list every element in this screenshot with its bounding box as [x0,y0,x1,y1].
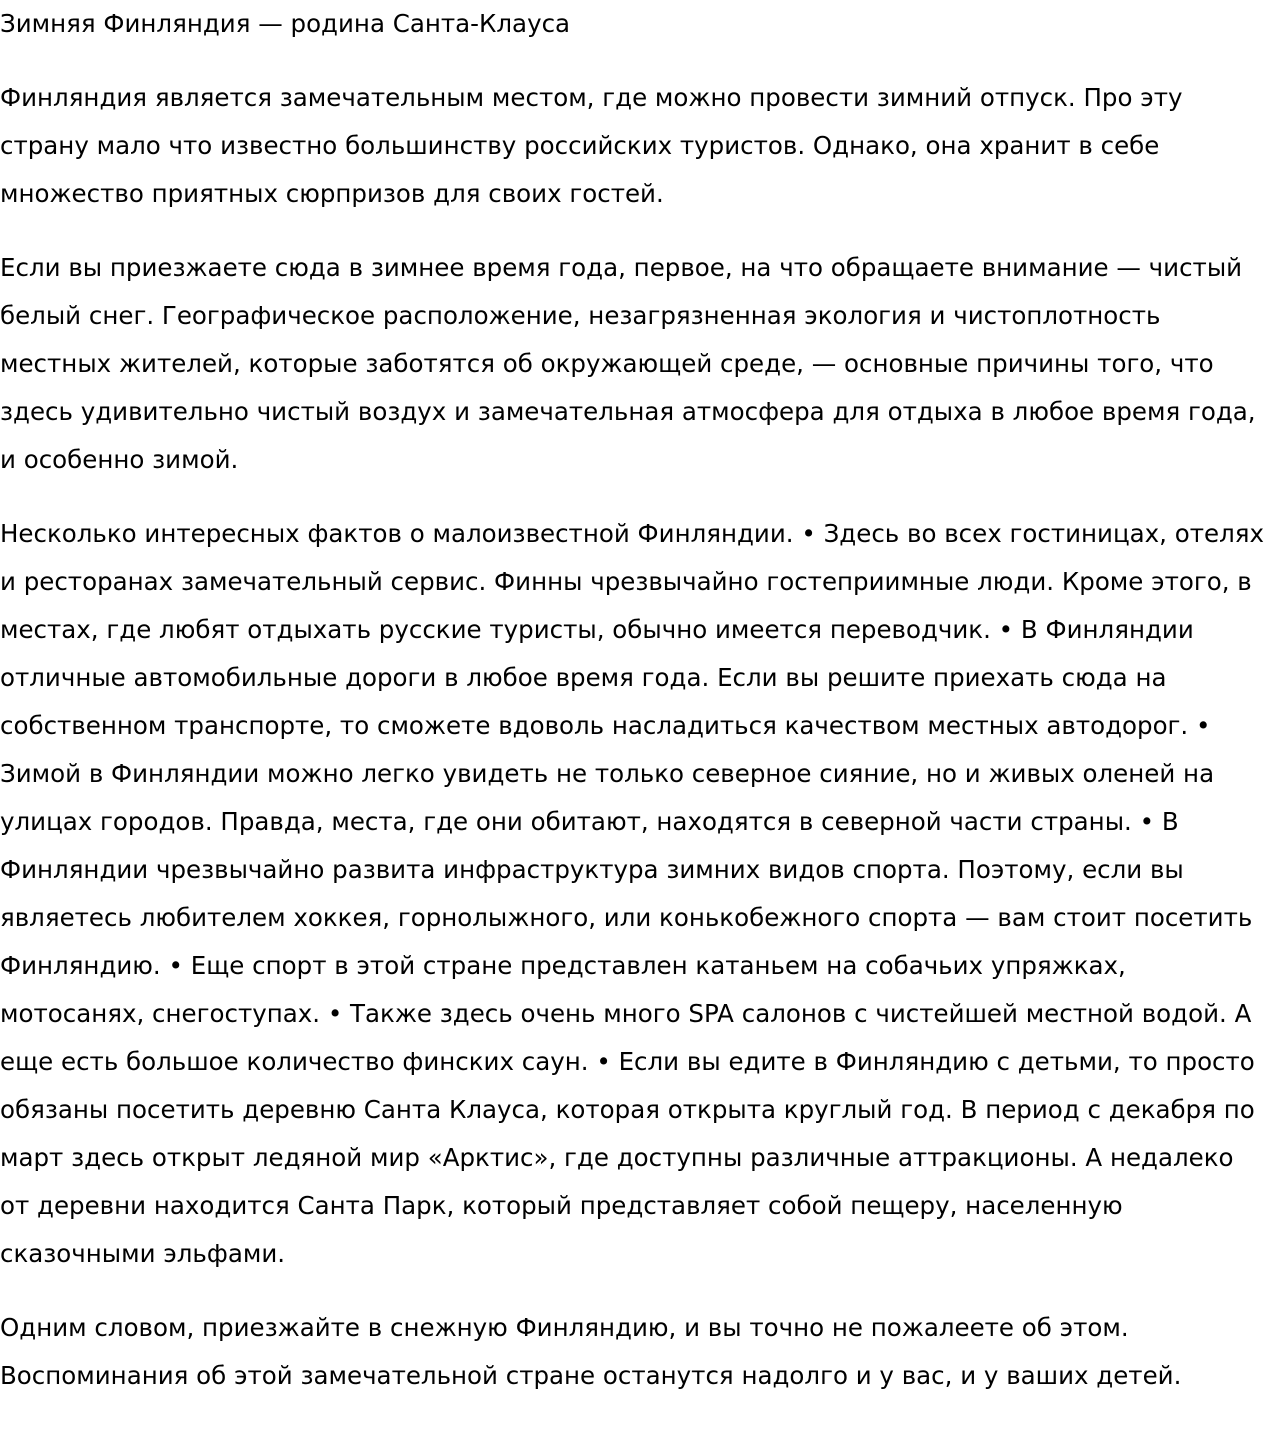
paragraph-facts: Несколько интересных фактов о малоизвестной Финляндии. • Здесь во всех гостиницах, отелях и ресторанах замечательный сервис. Финны чрезвычайно гостеприимные люди. Кроме этого, в местах, где любят отдыхать русские туристы, обычно имеется переводчик. • В Финляндии отличные автомобильные дороги в любое время года. Если вы решите приехать сюда на собственном транспорте, то сможете вдоволь насладиться качеством местных автодорог. • Зимой в Финляндии можно легко увидеть не только северное сияние, но и живых оленей на улицах городов. Правда, места, где они обитают, находятся в северной части страны. • В Финляндии чрезвычайно развита инфраструктура зимних видов спорта. Поэтому, если вы являетесь любителем хоккея, горнолыжного, или конькобежного спорта — вам стоит посетить Финляндию. • Еще спорт в этой стране представлен катаньем на собачьих упряжках, мотосанях, снегоступах. • Также здесь очень много SPA салонов с чистейшей местной водой. А еще есть большое количество финских саун. • Если вы едите в Финляндию с детьми, то просто обязаны посетить деревню Санта Клауса, которая открыта круглый год. В период с декабря по март здесь открыт ледяной мир «Арктис», где доступны различные аттракционы. А недалеко от деревни находится Санта Парк, который представляет собой пещеру, населенную сказочными эльфами. [0,519,1264,1268]
article-title: Зимняя Финляндия — родина Санта-Клауса [0,9,571,38]
paragraph-intro: Финляндия является замечательным местом, где можно провести зимний отпуск. Про эту страну мало что известно большинству российских туристов. Однако, она хранит в себе множество приятных сюрпризов для своих гостей. [0,83,1183,208]
paragraph-winter: Если вы приезжаете сюда в зимнее время года, первое, на что обращаете внимание — чистый белый снег. Географическое расположение, незагрязненная экология и чистоплотность местных жителей, которые заботятся об окружающей среде, — основные причины того, что здесь удивительно чистый воздух и замечательная атмосфера для отдыха в любое время года, и особенно зимой. [0,253,1256,474]
paragraph-conclusion: Одним словом, приезжайте в снежную Финляндию, и вы точно не пожалеете об этом. Воспоминания об этой замечательной стране останутся надолго и у вас, и у ваших детей. [0,1313,1182,1390]
